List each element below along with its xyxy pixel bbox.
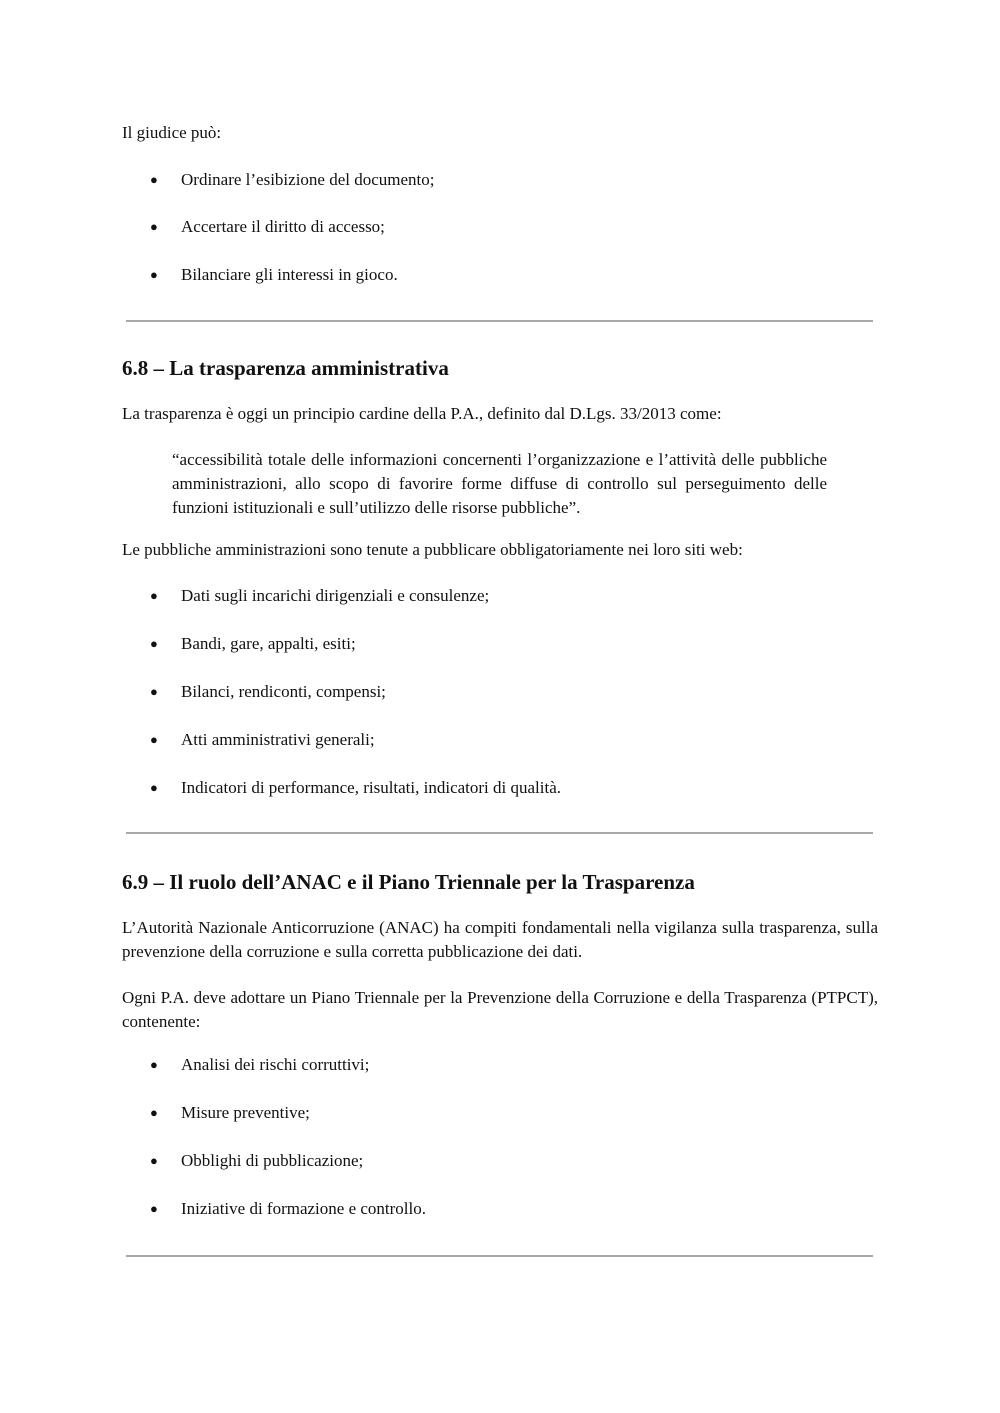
bullet-icon: ●: [150, 219, 158, 234]
ptpct-paragraph: Ogni P.A. deve adottare un Piano Triennale per la Prevenzione della Corruzione e della Trasparenza (PTPCT), contenente:: [122, 988, 878, 1031]
anac-paragraph: L’Autorità Nazionale Anticorruzione (ANAC) ha compiti fondamentali nella vigilanza sulla trasparenza, sulla prevenzione della corruzione e sulla corretta pubblicazione dei dati.: [122, 918, 878, 961]
bullet-icon: ●: [150, 1105, 158, 1120]
list-item: ● Atti amministrativi generali;: [150, 728, 375, 752]
list-item: ● Indicatori di performance, risultati, indicatori di qualità.: [150, 776, 561, 800]
list-item: ● Obblighi di pubblicazione;: [150, 1149, 363, 1173]
transparency-intro-text: La trasparenza è oggi un principio cardine della P.A., definito dal D.Lgs. 33/2013 come:: [122, 404, 722, 423]
section-divider: [126, 832, 873, 834]
bullet-icon: ●: [150, 1153, 158, 1168]
section-divider: [126, 1255, 873, 1257]
bullet-icon: ●: [150, 588, 158, 603]
list-item: ● Bilanci, rendiconti, compensi;: [150, 680, 386, 704]
section-divider: [126, 320, 873, 322]
list-item: ● Dati sugli incarichi dirigenziali e consulenze;: [150, 584, 489, 608]
bullet-icon: ●: [150, 684, 158, 699]
bullet-icon: ●: [150, 780, 158, 795]
bullet-icon: ●: [150, 1201, 158, 1216]
list-item: ● Analisi dei rischi corruttivi;: [150, 1053, 369, 1077]
publication-list-intro: Le pubbliche amministrazioni sono tenute a pubblicare obbligatoriamente nei loro siti web:: [122, 540, 743, 559]
list-item: ● Iniziative di formazione e controllo.: [150, 1197, 426, 1221]
section-heading-6-8: 6.8 – La trasparenza amministrativa: [122, 356, 449, 380]
bullet-icon: ●: [150, 267, 158, 282]
section-heading-6-9: 6.9 – Il ruolo dell’ANAC e il Piano Triennale per la Trasparenza: [122, 870, 695, 894]
list-item: ● Ordinare l’esibizione del documento;: [150, 168, 435, 192]
judge-intro-text: Il giudice può:: [122, 123, 222, 142]
bullet-icon: ●: [150, 732, 158, 747]
list-item: ● Misure preventive;: [150, 1101, 310, 1125]
bullet-icon: ●: [150, 1057, 158, 1072]
bullet-icon: ●: [150, 636, 158, 651]
law-quote: “accessibilità totale delle informazioni concernenti l’organizzazione e l’attività delle pubbliche amministrazioni, allo scopo di favorire forme diffuse di controllo sul perseguimento delle funzioni istituzionali e sull’utilizzo delle risorse pubbliche”.: [172, 450, 827, 517]
list-item: ● Bandi, gare, appalti, esiti;: [150, 632, 356, 656]
list-item: ● Accertare il diritto di accesso;: [150, 215, 385, 239]
bullet-icon: ●: [150, 172, 158, 187]
list-item: ● Bilanciare gli interessi in gioco.: [150, 263, 398, 287]
